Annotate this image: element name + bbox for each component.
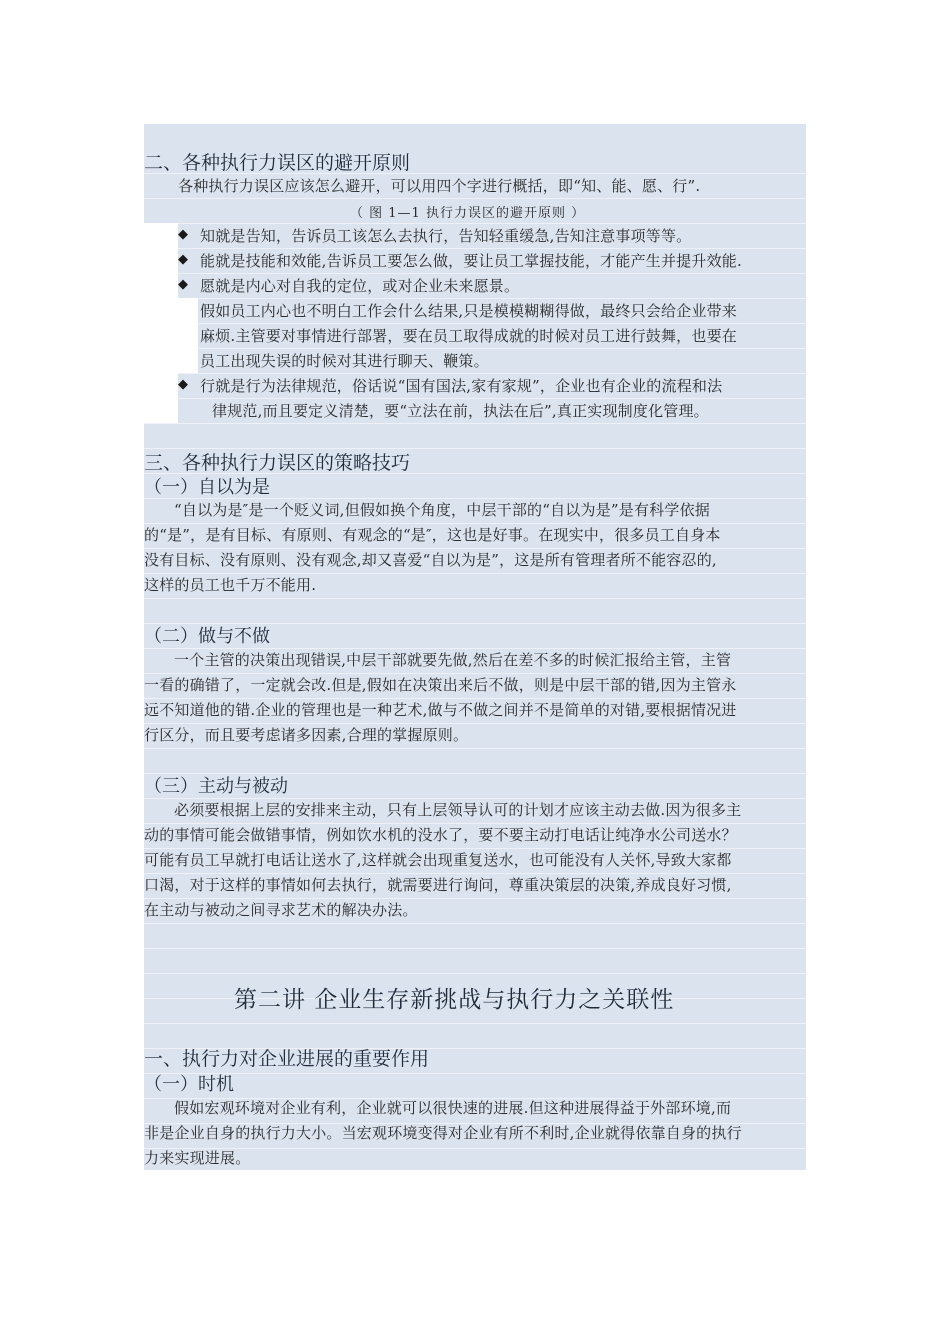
paragraph-line: 假如宏观环境对企业有利，企业就可以很快速的进展.但这种进展得益于外部环境,而 bbox=[174, 1099, 732, 1117]
paragraph-line: “自以为是″是一个贬义词,但假如换个角度，中层干部的“自以为是”是有科学依据 bbox=[174, 501, 710, 519]
subsection-heading: （二）做与不做 bbox=[144, 626, 270, 647]
paragraph-line: 在主动与被动之间寻求艺术的解决办法。 bbox=[144, 901, 418, 919]
paragraph-line: 这样的员工也千万不能用. bbox=[144, 576, 317, 594]
figure-caption: （ 图 1—1 执行力误区的避开原则 ） bbox=[350, 206, 586, 221]
bullet-willing: 愿就是内心对自我的定位，或对企业未来愿景。 bbox=[200, 277, 520, 295]
paragraph-line: 非是企业自身的执行力大小。当宏观环境变得对企业有所不利时,企业就得依靠自身的执行 bbox=[144, 1124, 742, 1142]
diamond-bullet-icon: ◆ bbox=[178, 227, 188, 242]
subsection-heading: （三）主动与被动 bbox=[144, 776, 288, 797]
section-heading: 三、各种执行力误区的策略技巧 bbox=[144, 452, 411, 474]
paragraph-line: 一个主管的决策出现错误,中层干部就要先做,然后在差不多的时候汇报给主管，主管 bbox=[174, 651, 732, 669]
paragraph-line: 一看的确错了，一定就会改.但是,假如在决策出来后不做，则是中层干部的错,因为主管永 bbox=[144, 676, 737, 694]
diamond-bullet-icon: ◆ bbox=[178, 277, 188, 292]
paragraph-line: 动的事情可能会做错事情，例如饮水机的没水了，要不要主动打电话让纯净水公司送水？ bbox=[144, 826, 737, 844]
paragraph-line: 可能有员工早就打电话让送水了,这样就会出现重复送水，也可能没有人关怀,导致大家都 bbox=[144, 851, 732, 869]
bullet-willing-detail: 员工出现失误的时候对其进行聊天、鞭策。 bbox=[200, 352, 489, 370]
intro-paragraph: 各种执行力误区应该怎么避开，可以用四个字进行概括，即“知、能、愿、行”. bbox=[178, 177, 701, 195]
section-heading: 二、各种执行力误区的避开原则 bbox=[144, 152, 411, 174]
paragraph-line: 的“是”，是有目标、有原则、有观念的“是″，这也是好事。在现实中，很多员工自身本 bbox=[144, 526, 721, 544]
lecture-title: 第二讲 企业生存新挑战与执行力之关联性 bbox=[234, 987, 675, 1013]
bullet-action-cont: 律规范,而且要定义清楚，要“立法在前，执法在后”,真正实现制度化管理。 bbox=[212, 402, 709, 420]
bullet-ability: 能就是技能和效能,告诉员工要怎么做，要让员工掌握技能，才能产生并提升效能. bbox=[200, 252, 742, 270]
paragraph-line: 行区分，而且要考虑诸多因素,合理的掌握原则。 bbox=[144, 726, 469, 744]
paragraph-line: 远不知道他的错.企业的管理也是一种艺术,做与不做之间并不是简单的对错,要根据情况进 bbox=[144, 701, 737, 719]
bullet-willing-detail: 假如员工内心也不明白工作会什么结果,只是模模糊糊得做，最终只会给企业带来 bbox=[200, 302, 737, 320]
diamond-bullet-icon: ◆ bbox=[178, 252, 188, 267]
subsection-heading: （一）自以为是 bbox=[144, 477, 270, 498]
document-page bbox=[144, 124, 806, 1170]
subsection-heading: （一）时机 bbox=[144, 1074, 234, 1095]
bullet-action: 行就是行为法律规范，俗话说“国有国法,家有家规”，企业也有企业的流程和法 bbox=[200, 377, 723, 395]
paragraph-line: 力来实现进展。 bbox=[144, 1149, 251, 1167]
paragraph-line: 没有目标、没有原则、没有观念,却又喜爱“自以为是”，这是所有管理者所不能容忍的, bbox=[144, 551, 717, 569]
paragraph-line: 口渴，对于这样的事情如何去执行，就需要进行询问，尊重决策层的决策,养成良好习惯, bbox=[144, 876, 732, 894]
section-heading: 一、执行力对企业进展的重要作用 bbox=[144, 1048, 430, 1070]
paragraph-line: 必须要根据上层的安排来主动，只有上层领导认可的计划才应该主动去做.因为很多主 bbox=[174, 801, 742, 819]
bullet-willing-detail: 麻烦.主管要对事情进行部署，要在员工取得成就的时候对员工进行鼓舞，也要在 bbox=[200, 327, 737, 345]
bullet-know: 知就是告知，告诉员工该怎么去执行，告知轻重缓急,告知注意事项等等。 bbox=[200, 227, 692, 245]
diamond-bullet-icon: ◆ bbox=[178, 377, 188, 392]
